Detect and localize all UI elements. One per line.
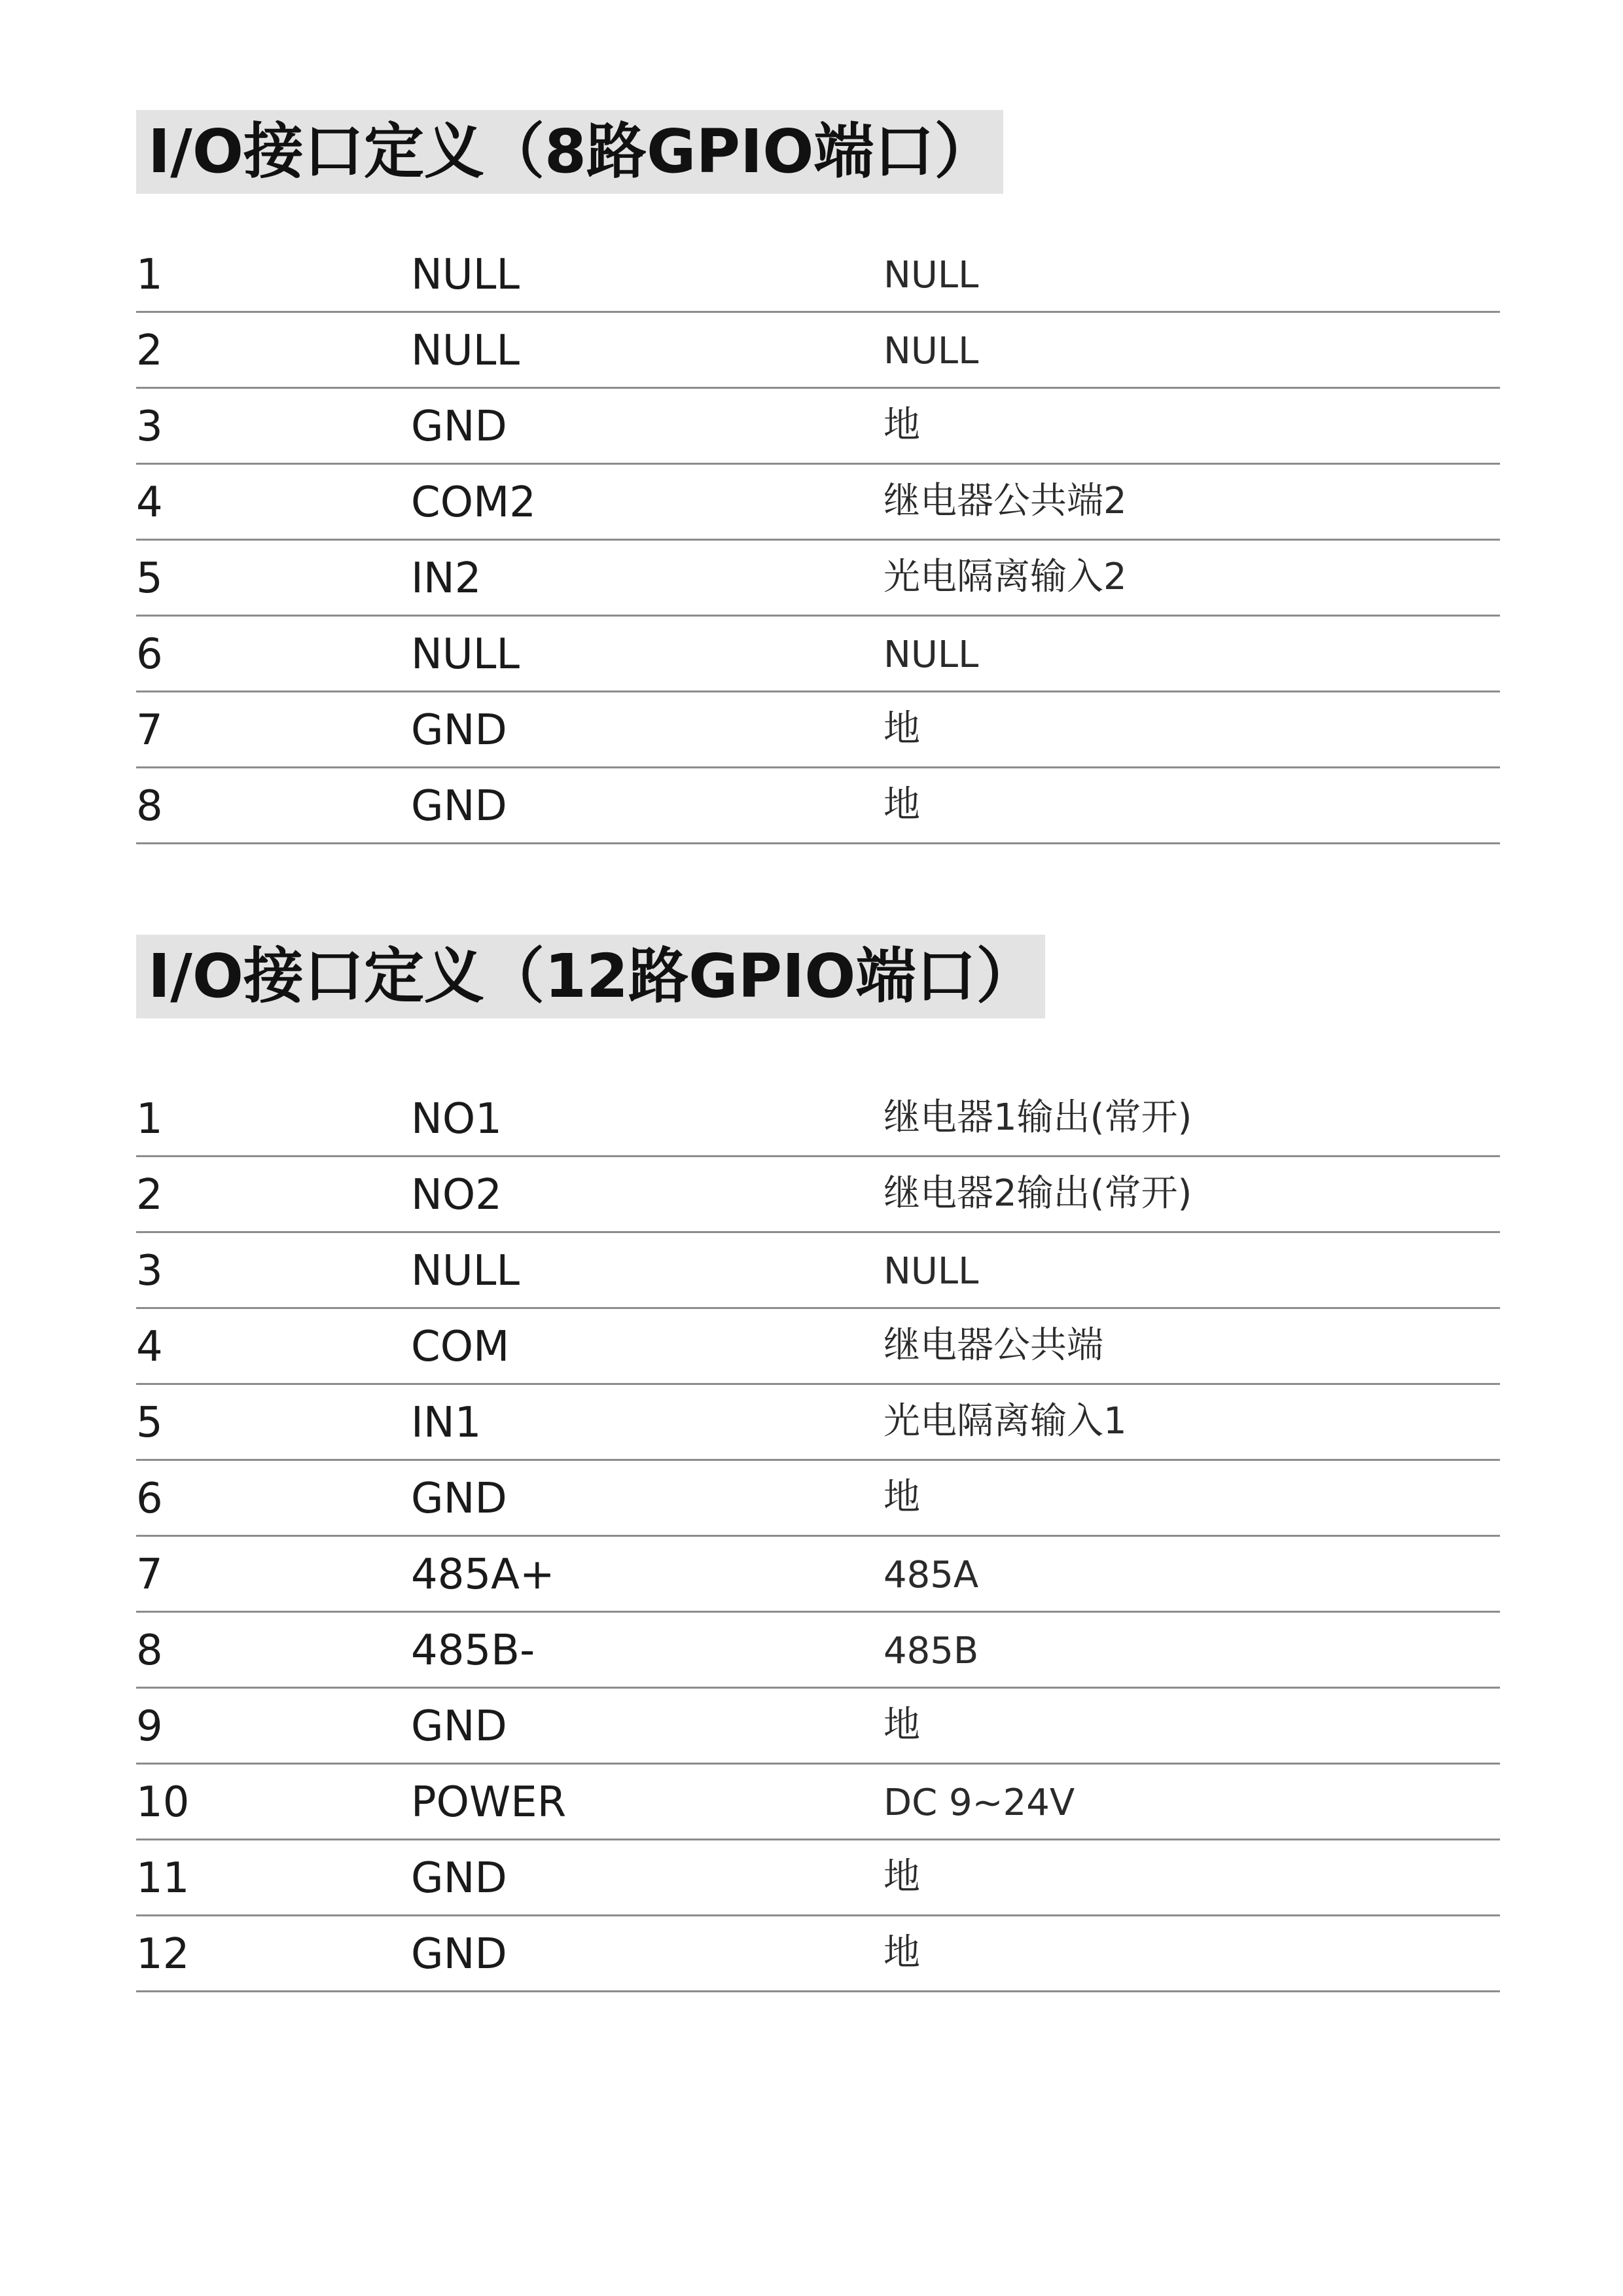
pin-description: 继电器1输出(常开) [883, 1096, 1192, 1139]
gpio8-section [136, 110, 1500, 831]
pin-number: 1 [136, 251, 163, 299]
table-row [136, 1537, 1500, 1613]
pin-name: NO1 [411, 1095, 502, 1143]
pin-description: 继电器公共端 [883, 1324, 1103, 1367]
pin-description: 地 [883, 1856, 920, 1898]
pin-description: 光电隔离输入2 [883, 556, 1127, 598]
pin-description: 485A [883, 1554, 979, 1596]
table-row [136, 237, 1500, 313]
pin-name: GND [411, 1475, 507, 1523]
table-row [136, 541, 1500, 617]
pin-description: 地 [883, 404, 920, 446]
pin-description: DC 9~24V [883, 1782, 1075, 1824]
pin-name: NULL [411, 327, 520, 375]
table-row [136, 1385, 1500, 1461]
pin-number: 10 [136, 1778, 190, 1827]
pin-number: 9 [136, 1702, 163, 1751]
pin-name: GND [411, 1854, 507, 1903]
pin-name: COM2 [411, 478, 536, 527]
pin-number: 6 [136, 1475, 163, 1523]
pin-number: 12 [136, 1930, 190, 1979]
pin-number: 3 [136, 403, 163, 451]
table-row [136, 1765, 1500, 1840]
pin-name: GND [411, 403, 507, 451]
table-row [136, 465, 1500, 541]
pin-name: GND [411, 1702, 507, 1751]
pin-name: IN2 [411, 554, 482, 603]
pin-number: 5 [136, 554, 163, 603]
table-row [136, 1613, 1500, 1689]
pin-name: GND [411, 706, 507, 755]
pin-number: 7 [136, 1551, 163, 1599]
pin-name: NULL [411, 251, 520, 299]
table-row [136, 1081, 1500, 1157]
pin-number: 7 [136, 706, 163, 755]
pin-name: NULL [411, 630, 520, 679]
pin-number: 4 [136, 478, 163, 527]
pin-name: NULL [411, 1247, 520, 1295]
pin-number: 3 [136, 1247, 163, 1295]
pin-number: 6 [136, 630, 163, 679]
table-row [136, 1916, 1500, 1992]
table-row [136, 313, 1500, 389]
pin-description: 继电器2输出(常开) [883, 1172, 1192, 1215]
pin-number: 2 [136, 327, 163, 375]
pin-description: 继电器公共端2 [883, 480, 1127, 522]
pin-name: IN1 [411, 1399, 482, 1447]
pin-description: NULL [883, 330, 979, 372]
table-row [136, 1157, 1500, 1233]
pin-number: 1 [136, 1095, 163, 1143]
pin-description: 地 [883, 1704, 920, 1746]
table-row [136, 617, 1500, 692]
pin-description: NULL [883, 1250, 979, 1293]
pin-number: 5 [136, 1399, 163, 1447]
pin-name: NO2 [411, 1171, 502, 1219]
pin-description: 地 [883, 783, 920, 826]
pin-name: GND [411, 1930, 507, 1979]
gpio12-section [136, 935, 1500, 1979]
pin-description: NULL [883, 254, 979, 296]
pin-name: GND [411, 782, 507, 831]
table-row [136, 1233, 1500, 1309]
table-row [136, 1840, 1500, 1916]
pin-description: 地 [883, 1476, 920, 1518]
gpio12-title: I/O接口定义（12路GPIO端口） [136, 935, 1045, 1018]
pin-number: 8 [136, 1626, 163, 1675]
pin-name: COM [411, 1323, 510, 1371]
pin-number: 8 [136, 782, 163, 831]
table-row [136, 389, 1500, 465]
pin-description: 地 [883, 708, 920, 750]
pin-description: 地 [883, 1931, 920, 1974]
table-row [136, 1309, 1500, 1385]
pin-name: 485A+ [411, 1551, 555, 1599]
table-row [136, 1689, 1500, 1765]
pin-number: 2 [136, 1171, 163, 1219]
pin-description: 光电隔离输入1 [883, 1400, 1127, 1443]
table-row [136, 692, 1500, 768]
gpio8-table [136, 237, 1500, 844]
pin-name: 485B- [411, 1626, 535, 1675]
pin-description: NULL [883, 634, 979, 676]
pin-number: 4 [136, 1323, 163, 1371]
table-row [136, 768, 1500, 844]
pin-name: POWER [411, 1778, 567, 1827]
gpio12-table [136, 1081, 1500, 1992]
pin-number: 11 [136, 1854, 190, 1903]
pin-description: 485B [883, 1630, 979, 1672]
table-row [136, 1461, 1500, 1537]
gpio8-title: I/O接口定义（8路GPIO端口） [136, 110, 1003, 194]
